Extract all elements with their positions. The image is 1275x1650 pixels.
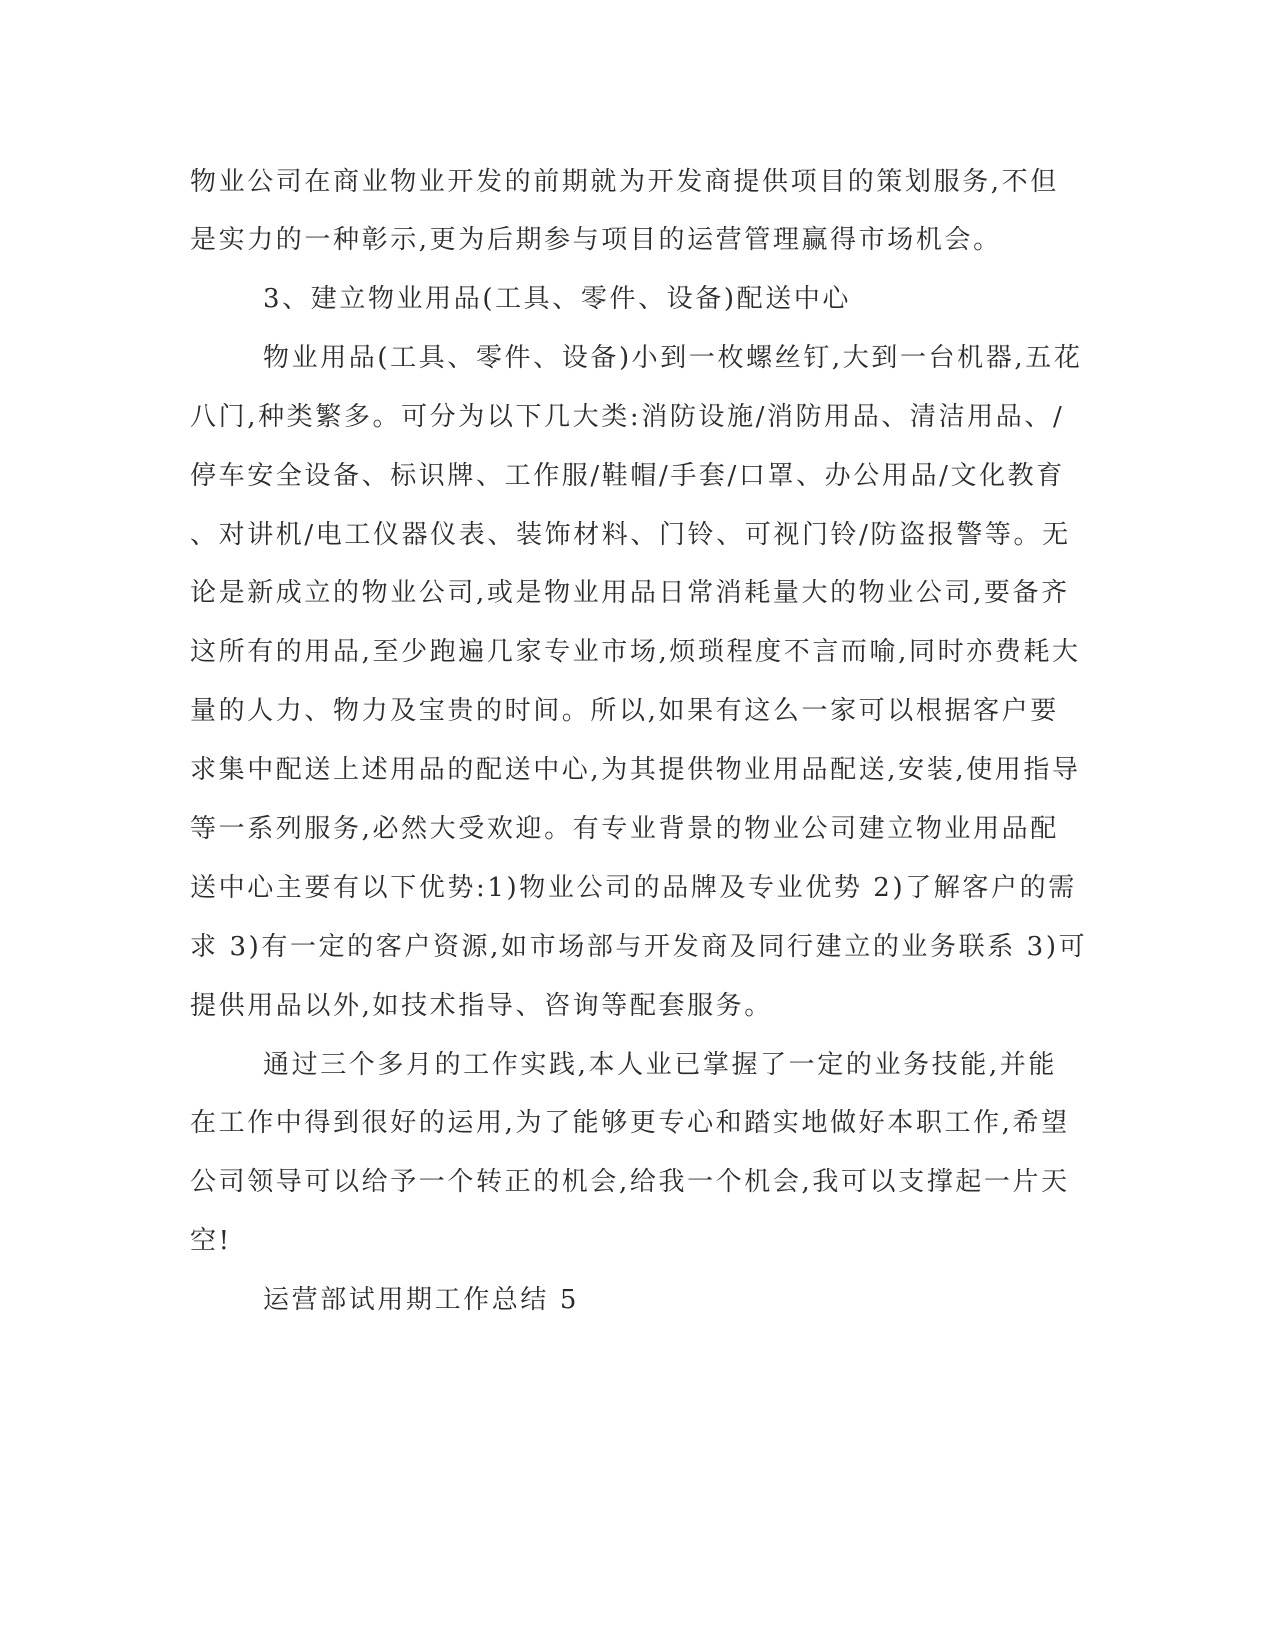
body-text-line: 八门,种类繁多。可分为以下几大类:消防设施/消防用品、清洁用品、/ [190, 402, 1065, 432]
body-text-line: 在工作中得到很好的运用,为了能够更专心和踏实地做好本职工作,希望 [190, 1108, 1070, 1138]
body-text-line: 送中心主要有以下优势:1)物业公司的品牌及专业优势 2)了解客户的需 [190, 873, 1077, 903]
body-text-line: 等一系列服务,必然大受欢迎。有专业背景的物业公司建立物业用品配 [190, 814, 1059, 844]
body-text-line: 提供用品以外,如技术指导、咨询等配套服务。 [190, 991, 773, 1021]
body-text-line: 是实力的一种彰示,更为后期参与项目的运营管理赢得市场机会。 [190, 225, 1002, 255]
body-text-line: 、对讲机/电工仪器仪表、装饰材料、门铃、可视门铃/防盗报警等。无 [190, 520, 1071, 550]
section-heading: 3、建立物业用品(工具、零件、设备)配送中心 [263, 284, 852, 314]
body-text-line: 量的人力、物力及宝贵的时间。所以,如果有这么一家可以根据客户要 [190, 696, 1059, 726]
body-text-line: 物业用品(工具、零件、设备)小到一枚螺丝钉,大到一台机器,五花 [263, 343, 1083, 373]
body-text-line: 空! [190, 1226, 232, 1256]
section-title: 运营部试用期工作总结 5 [263, 1285, 580, 1315]
body-text-line: 求集中配送上述用品的配送中心,为其提供物业用品配送,安装,使用指导 [190, 755, 1081, 785]
body-text-line: 通过三个多月的工作实践,本人业已掌握了一定的业务技能,并能 [263, 1050, 1057, 1080]
body-text-line: 求 3)有一定的客户资源,如市场部与开发商及同行建立的业务联系 3)可 [190, 932, 1088, 962]
body-text-line: 论是新成立的物业公司,或是物业用品日常消耗量大的物业公司,要备齐 [190, 578, 1070, 608]
body-text-line: 这所有的用品,至少跑遍几家专业市场,烦琐程度不言而喻,同时亦费耗大 [190, 637, 1081, 667]
body-text-line: 公司领导可以给予一个转正的机会,给我一个机会,我可以支撑起一片天 [190, 1167, 1070, 1197]
body-text-line: 停车安全设备、标识牌、工作服/鞋帽/手套/口罩、办公用品/文化教育 [190, 461, 1065, 491]
body-text-line: 物业公司在商业物业开发的前期就为开发商提供项目的策划服务,不但 [190, 167, 1059, 197]
